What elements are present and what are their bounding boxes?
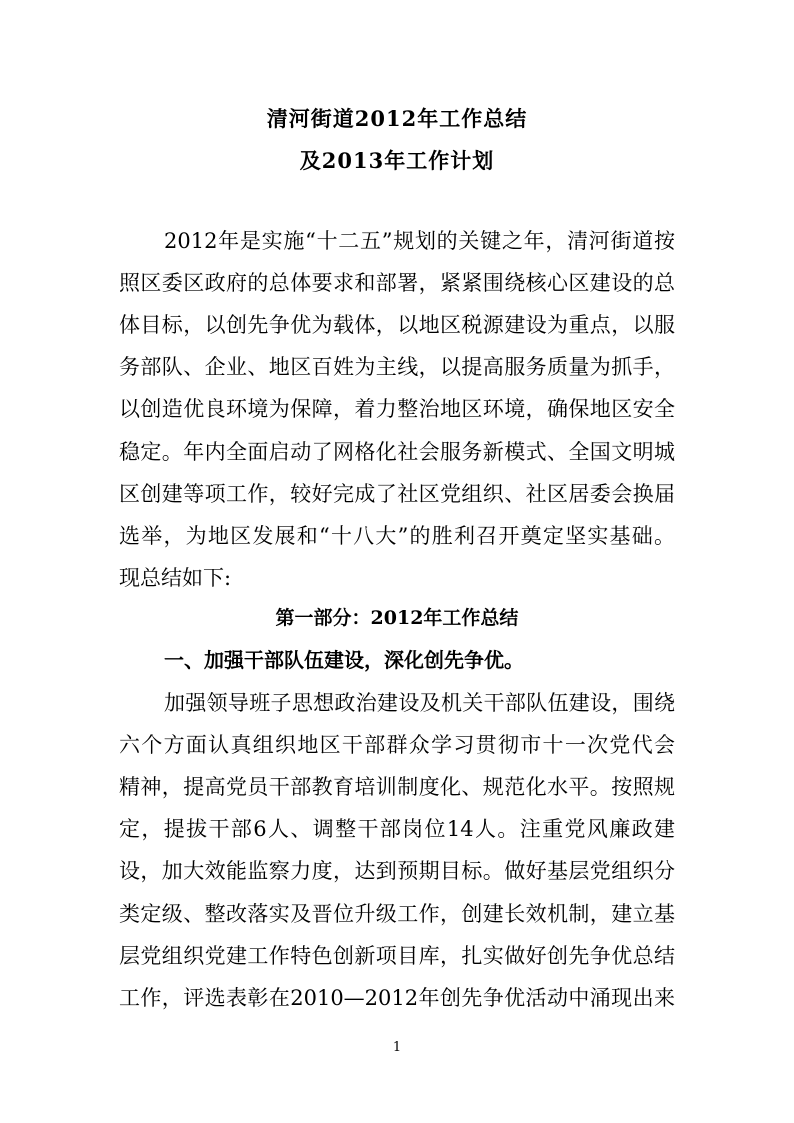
intro-paragraph-line: 照区委区政府的总体要求和部署，紧紧围绕核心区建设的总 bbox=[119, 271, 675, 295]
section-paragraph-line: 工作，评选表彰在2010—2012年创先争优活动中涌现出来 bbox=[119, 986, 675, 1010]
section-paragraph-line: 六个方面认真组织地区干部群众学习贯彻市十一次党代会 bbox=[119, 733, 675, 757]
document-title-line-1: 清河街道2012年工作总结 bbox=[266, 106, 528, 131]
document-title-line-2: 及2013年工作计划 bbox=[299, 148, 495, 173]
intro-paragraph-line: 体目标，以创先争优为载体，以地区税源建设为重点，以服 bbox=[119, 313, 675, 337]
page-number: 1 bbox=[392, 1040, 402, 1055]
part-heading: 第一部分：2012年工作总结 bbox=[275, 607, 519, 629]
section-paragraph-line: 层党组织党建工作特色创新项目库，扎实做好创先争优总结 bbox=[119, 944, 675, 968]
intro-paragraph-line: 务部队、企业、地区百姓为主线，以提高服务质量为抓手， bbox=[119, 355, 675, 379]
section-paragraph-line: 定，提拔干部6人、调整干部岗位14人。注重党风廉政建 bbox=[119, 817, 675, 841]
intro-paragraph-line: 选举，为地区发展和“十八大”的胜利召开奠定坚实基础。 bbox=[119, 524, 675, 548]
section-paragraph-line: 类定级、整改落实及晋位升级工作，创建长效机制，建立基 bbox=[119, 902, 675, 926]
intro-paragraph-line: 稳定。年内全面启动了网格化社会服务新模式、全国文明城 bbox=[119, 440, 675, 464]
intro-paragraph-line: 以创造优良环境为保障，着力整治地区环境，确保地区安全 bbox=[119, 397, 675, 421]
section-paragraph-line: 设，加大效能监察力度，达到预期目标。做好基层党组织分 bbox=[119, 859, 675, 883]
section-paragraph-line: 加强领导班子思想政治建设及机关干部队伍建设，围绕 bbox=[164, 691, 675, 715]
intro-paragraph-line: 2012年是实施“十二五”规划的关键之年，清河街道按 bbox=[164, 229, 675, 253]
intro-paragraph-line: 区创建等项工作，较好完成了社区党组织、社区居委会换届 bbox=[119, 482, 675, 506]
section-paragraph-line: 精神，提高党员干部教育培训制度化、规范化水平。按照规 bbox=[119, 775, 675, 799]
intro-paragraph-line: 现总结如下: bbox=[119, 566, 232, 590]
section-heading: 一、加强干部队伍建设，深化创先争优。 bbox=[164, 648, 524, 672]
